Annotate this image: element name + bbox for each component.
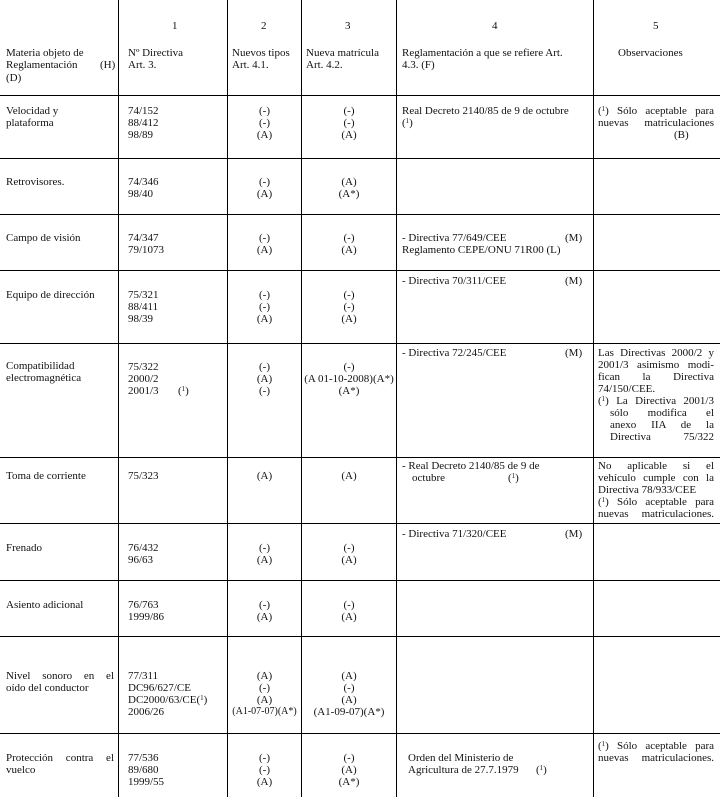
directiva-cell: 75/321 88/411 98/39 [128, 289, 159, 325]
nueva-matricula-cell: (-) (-) (A) [341, 105, 357, 141]
directiva-cell: 74/347 79/1073 [128, 232, 165, 256]
reglamentacion-code: (M) [565, 347, 583, 359]
reglamentacion-cell: - Directiva 77/649/CEE Reglamento CEPE/ONU 71R00 (L) [402, 232, 561, 256]
nueva-matricula-cell: (-) (A) [341, 599, 357, 623]
materia-cell: Equipo de dirección [6, 289, 95, 301]
directiva-cell: 75/323 [128, 470, 159, 482]
row-rule [0, 523, 720, 524]
column-number: 2 [261, 20, 267, 32]
nueva-matricula-cell: (A) (A*) [338, 176, 360, 200]
observaciones-cell: No aplicable si el vehículo cumple con la Directiva 78/933/CEE ($^1$) Sólo aceptable para nuevas matriculaciones. [598, 460, 714, 520]
directiva-cell: 74/346 98/40 [128, 176, 159, 200]
nueva-matricula-cell: (-) (A) [341, 232, 357, 256]
reglamentacion-footnote: ($^1$) [508, 472, 519, 484]
materia-cell: Nivel sonoro en el oído del conductor [6, 670, 114, 694]
reglamentacion-cell: Real Decreto 2140/85 de 9 de octubre ($^1$) [402, 105, 569, 129]
row-rule [0, 214, 720, 215]
header-reglamentacion: 4.3. (F) [402, 59, 435, 71]
directiva-footnote: ($^1$) [178, 385, 189, 397]
nueva-matricula-cell: (-) (A) [341, 542, 357, 566]
materia-cell: Protección contra el vuelco [6, 752, 114, 776]
directiva-cell: 75/322 2000/2 2001/3 [128, 361, 159, 397]
materia-cell: Retrovisores. [6, 176, 65, 188]
nuevos-tipos-cell: (-) (-) (A) [256, 752, 273, 788]
directiva-cell: 74/152 88/412 98/89 [128, 105, 159, 141]
materia-cell: Campo de visión [6, 232, 81, 244]
nuevos-tipos-cell: (-) (A) [256, 542, 273, 566]
header-nueva-matricula: Nueva matrícula [306, 47, 379, 59]
row-rule [0, 343, 720, 344]
column-number: 5 [653, 20, 659, 32]
header-materia-h: (H) [100, 59, 116, 71]
materia-cell: Asiento adicional [6, 599, 84, 611]
nuevos-tipos-cell: (-) (-) (A) [256, 289, 273, 325]
header-materia: Reglamentación [6, 59, 78, 71]
reglamentacion-cell: - Directiva 70/311/CEE [402, 275, 507, 287]
materia-cell: Compatibilidad electromagnética [6, 360, 82, 384]
row-rule [0, 95, 720, 96]
row-rule [0, 636, 720, 637]
nueva-matricula-cell: (-) (A 01-10-2008)(A*) (A*) [304, 361, 394, 397]
nuevos-tipos-cell: (-) (A) [256, 599, 273, 623]
materia-cell: Toma de corriente [6, 470, 86, 482]
observaciones-cell: ($^1$) Sólo aceptable para nuevas matriculaciones (B) [598, 105, 714, 141]
column-rule [118, 0, 119, 797]
header-nuevos-tipos: Nuevos tipos [232, 47, 290, 59]
nuevos-tipos-cell: (A) [256, 470, 273, 482]
nuevos-tipos-cell: (A) (-) (A) (A1-07-07)(A*) [232, 670, 297, 717]
row-rule [0, 580, 720, 581]
directiva-cell: 76/432 96/63 [128, 542, 159, 566]
observaciones-cell: Las Directivas 2000/2 y 2001/3 asimismo modi- fican la Directiva 74/150/CEE. ($^1$) La Directiva 2001/3 sólo modifica el anexo IIA de la Directiva 75/322 [598, 347, 714, 443]
column-number: 4 [492, 20, 498, 32]
reglamentacion-code: (M) [565, 232, 583, 244]
reglamentacion-code: (M) [565, 528, 583, 540]
reglamentacion-code: (M) [565, 275, 583, 287]
nuevos-tipos-cell: (-) (A) [256, 232, 273, 256]
header-materia-d: (D) [6, 72, 22, 84]
column-number: 3 [345, 20, 351, 32]
reglamentacion-cell: - Directiva 71/320/CEE [402, 528, 507, 540]
observaciones-cell: ($^1$) Sólo aceptable para nuevas matriculaciones. [598, 740, 714, 764]
nueva-matricula-cell: (A) (-) (A) (A1-09-07)(A*) [313, 670, 385, 718]
nueva-matricula-cell: (-) (A) (A*) [338, 752, 360, 788]
nuevos-tipos-cell: (-) (A) [256, 176, 273, 200]
header-observaciones: Observaciones [618, 47, 683, 59]
column-rule [593, 0, 594, 797]
reglamentacion-cell: - Real Decreto 2140/85 de 9 de octubre [402, 460, 540, 484]
row-rule [0, 457, 720, 458]
reglamentacion-cell: Orden del Ministerio de Agricultura de 27.7.1979 [408, 752, 519, 776]
header-materia: Materia objeto de [6, 47, 84, 59]
header-directiva: Nº Directiva [128, 47, 184, 59]
header-nueva-matricula: Art. 4.2. [306, 59, 343, 71]
directiva-cell: 77/311 DC96/627/CE DC2000/63/CE($^1$) 2006/26 [128, 670, 208, 718]
column-rule [396, 0, 397, 797]
directiva-cell: 77/536 89/680 1999/55 [128, 752, 165, 788]
reglamentacion-footnote: ($^1$) [536, 764, 547, 776]
row-rule [0, 733, 720, 734]
nueva-matricula-cell: (-) (-) (A) [341, 289, 357, 325]
materia-cell: Frenado [6, 542, 43, 554]
directiva-cell: 76/763 1999/86 [128, 599, 165, 623]
nuevos-tipos-cell: (-) (-) (A) [256, 105, 273, 141]
row-rule [0, 158, 720, 159]
materia-cell: Velocidad y plataforma [6, 105, 59, 129]
header-reglamentacion: Reglamentación a que se refiere Art. [402, 47, 563, 59]
row-rule [0, 270, 720, 271]
nueva-matricula-cell: (A) [341, 470, 357, 482]
nuevos-tipos-cell: (-) (A) (-) [256, 361, 273, 397]
header-directiva: Art. 3. [128, 59, 157, 71]
reglamentacion-cell: - Directiva 72/245/CEE [402, 347, 507, 359]
header-nuevos-tipos: Art. 4.1. [232, 59, 269, 71]
column-number: 1 [172, 20, 178, 32]
